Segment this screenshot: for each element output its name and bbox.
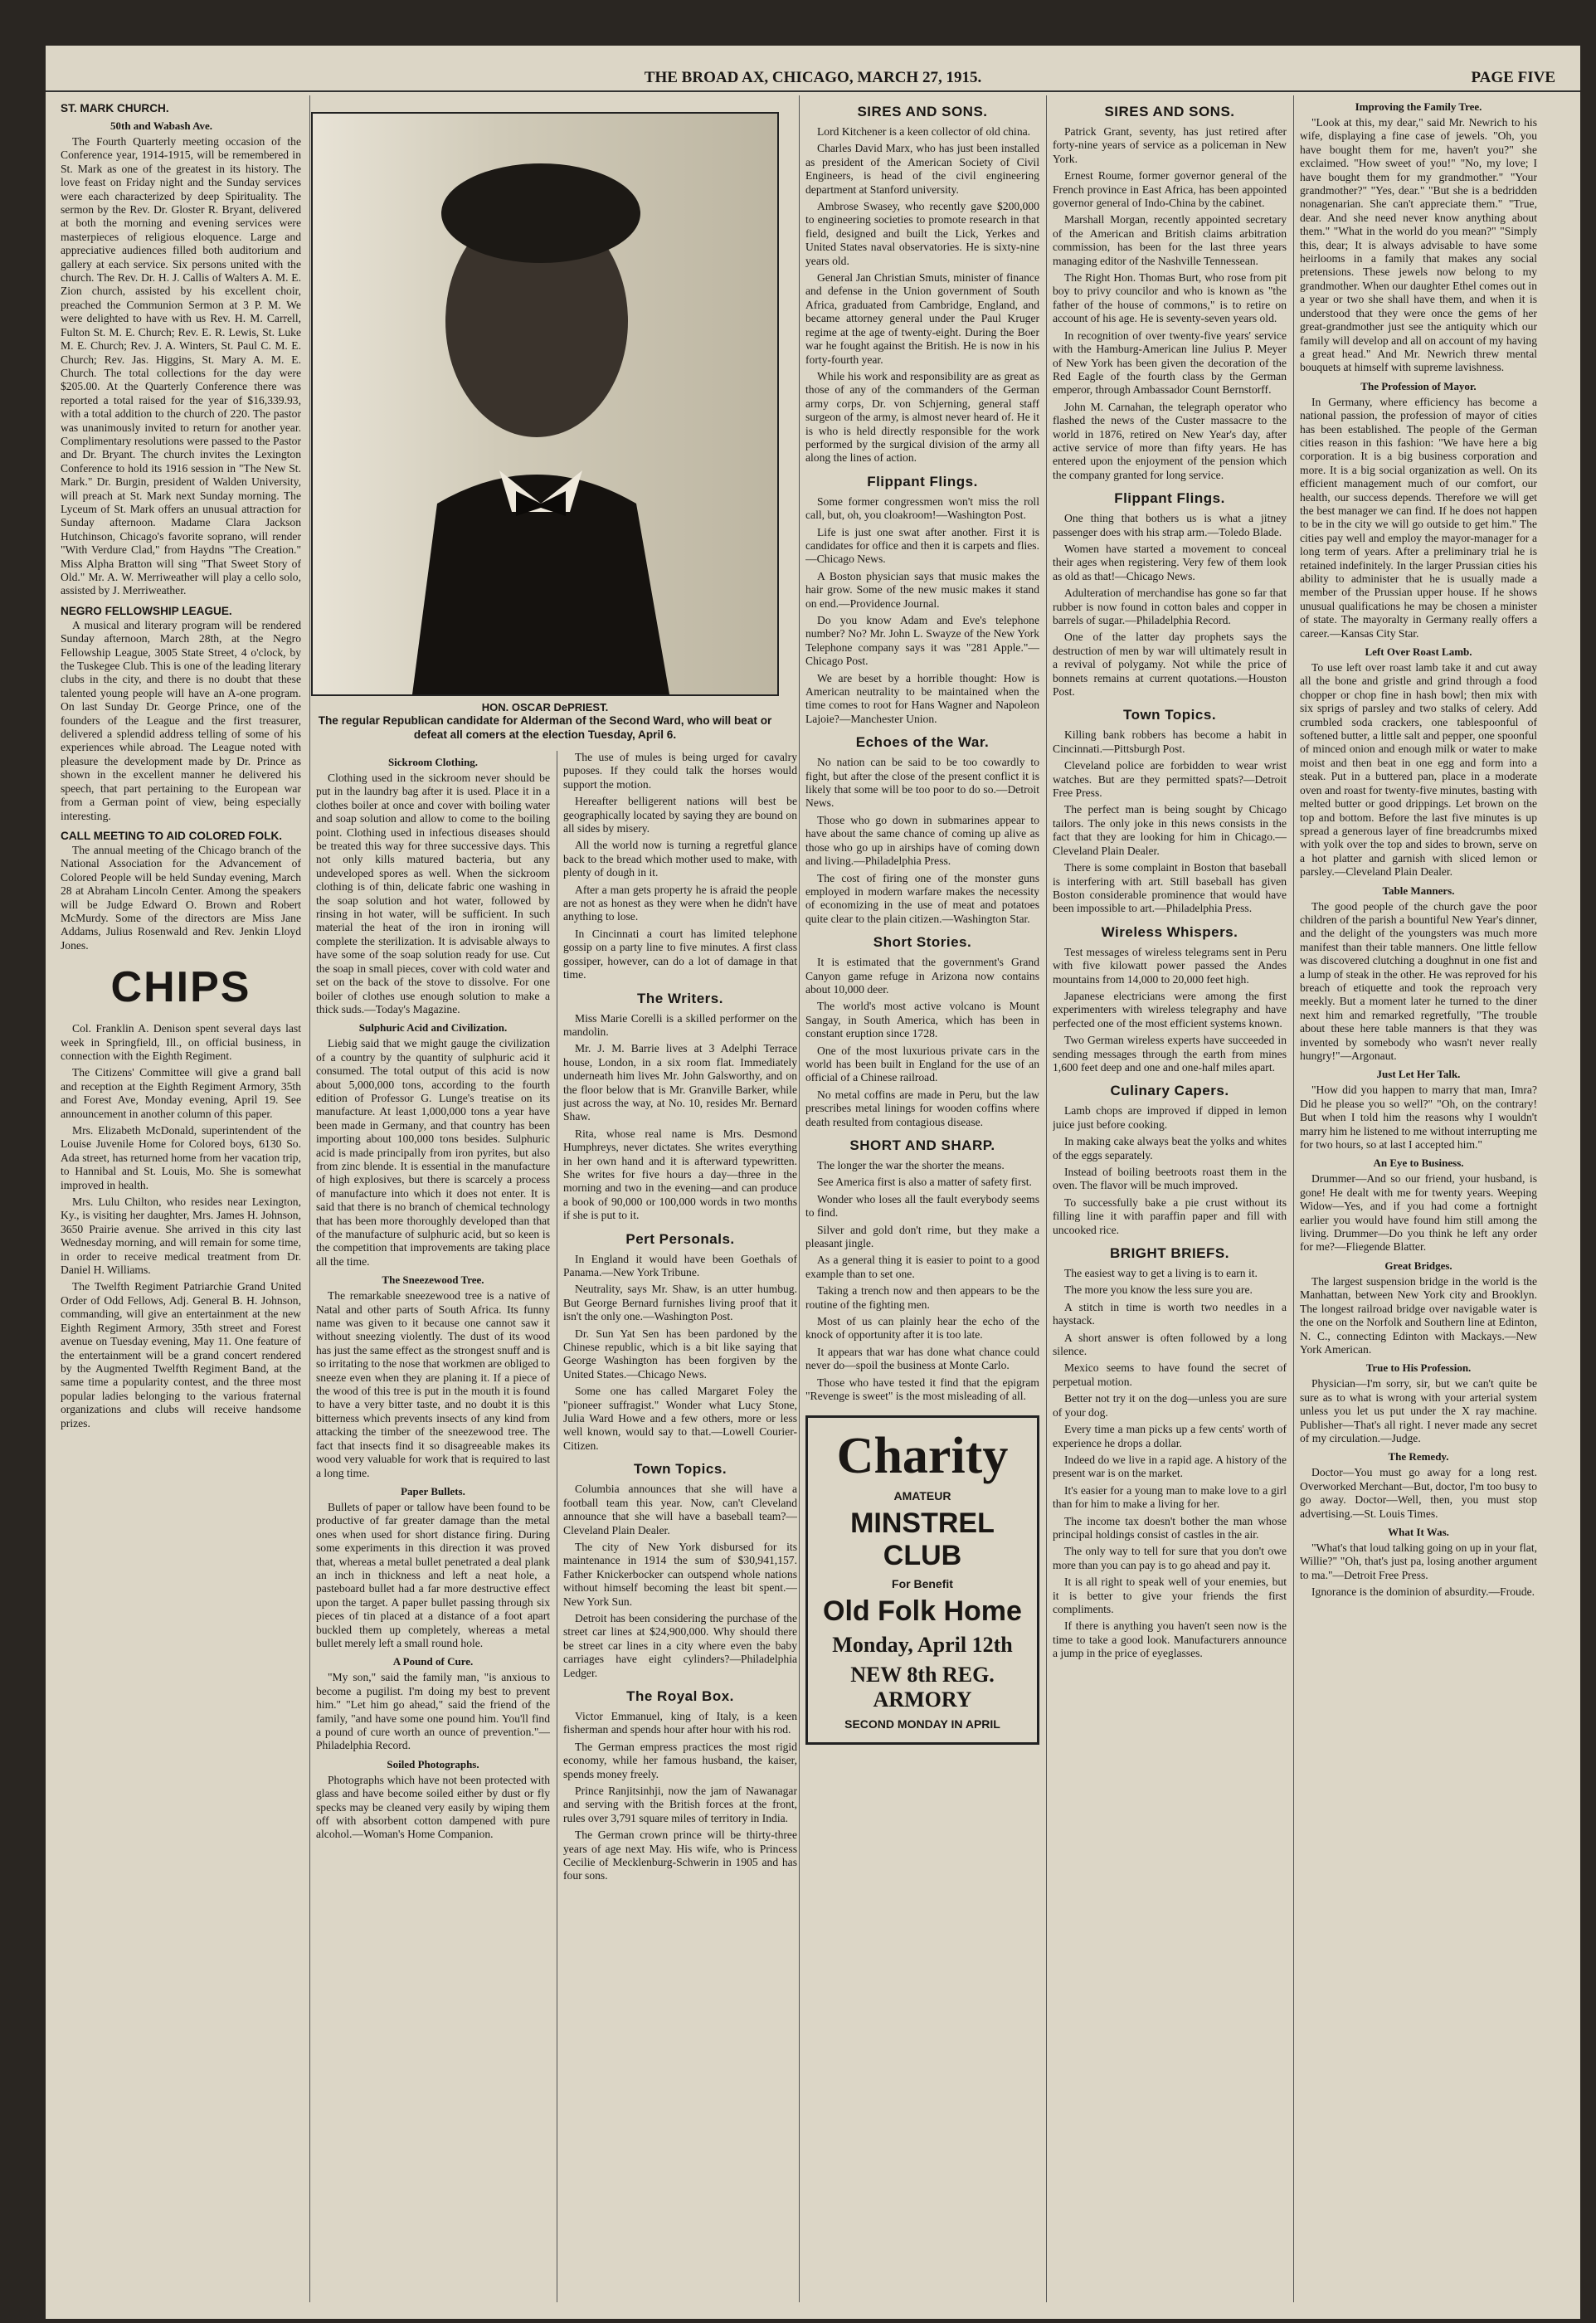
headline-wireless: Wireless Whispers.	[1101, 923, 1238, 940]
newspaper-page	[46, 46, 1580, 2319]
paragraph: Some former congressmen won't miss the roll call, but, oh, you cloakroom!—Washington Post.	[805, 494, 1039, 522]
paragraph: The cost of firing one of the monster guns employed in modern warfare makes the necessity of economizing in the use of meat and potatoes quite clear to the plain citizen.—Washington Star.	[805, 871, 1039, 925]
paragraph: The easiest way to get a living is to earn it.	[1064, 1267, 1258, 1280]
chips-item: The Citizens' Committee will give a grand ball and reception at the Eighth Regiment Armory, 35th and Forest Ave, Monday evening, April 19. See announcement in another column of this paper.	[61, 1066, 301, 1120]
headline-short-sharp: SHORT AND SHARP.	[849, 1137, 995, 1153]
paragraph: Taking a trench now and then appears to be the routine of the fighting men.	[805, 1284, 1039, 1311]
paragraph: Marshall Morgan, recently appointed secretary of the American and British claims arbitration commission, has been for the last three years managing editor of the Nashville Tennessean.	[1053, 213, 1287, 267]
paragraph: Columbia announces that she will have a football team this year. Now, can't Cleveland announce that she will have a baseball team?—Cleveland Plain Dealer.	[563, 1483, 797, 1536]
paragraph: All the world now is turning a regretful glance back to the bread which mother used to make, with plenty of dough in it.	[563, 839, 797, 879]
headline-fellowship: NEGRO FELLOWSHIP LEAGUE.	[61, 604, 232, 617]
chips-item: Mrs. Lulu Chilton, who resides near Lexington, Ky., is visiting her daughter, Mrs. James H. Johnson, 3650 Prairie avenue. She arrived in this city last Wednesday morning, and will remain for some time, in order to receive medical treatment from Dr. Daniel H. Williams.	[61, 1196, 301, 1277]
paragraph: Mexico seems to have found the secret of perpetual motion.	[1053, 1361, 1287, 1388]
paragraph: It is estimated that the government's Grand Canyon game refuge in Arizona now contains about 10,000 deer.	[805, 956, 1039, 996]
ad-note: SECOND MONDAY IN APRIL	[844, 1717, 1000, 1731]
headline-sickroom: Sickroom Clothing.	[387, 756, 479, 768]
ad-armory: NEW 8th REG. ARMORY	[850, 1662, 995, 1712]
article-sneezewood: The remarkable sneezewood tree is a native of Natal and other parts of South Africa. Its funny name was given to it because one cannot saw it without sneezing violently. The dust of its wood has just the same effect as the strongest snuff and is so irritating to the nose that workmen are obliged to sneeze even when they are planing it. If a piece of the wood of this tree is put in the mouth it is found to have a very bitter taste, and no doubt it is this bitterness which prevents insects of any kind from attacking the timber of the sneezewood tree. The fact that insects find it so disagreeable makes its wood very valuable for work that is required to last a long time.	[316, 1289, 550, 1479]
paragraph: The world's most active volcano is Mount Sangay, in South America, which has been in constant eruption since 1728.	[805, 1000, 1039, 1040]
article-call-meeting: The annual meeting of the Chicago branch of the National Association for the Advancement of Colored People will be held Sunday evening, March 28 at Abraham Lincoln Center. Among the speakers will be Judge Edward O. Brown and Robert McMurdy. Some of the directors are Miss Jane Addams, Julius Rosenwald and Rev. Jenkin Lloyd Jones.	[61, 843, 301, 952]
paragraph: The German empress practices the most rigid economy, while her famous husband, the kaiser, spends money freely.	[563, 1740, 797, 1780]
portrait-photo	[311, 112, 779, 696]
paragraph: The income tax doesn't bother the man whose principal holdings consist of castles in the air.	[1053, 1514, 1287, 1541]
headline-writers: The Writers.	[637, 990, 723, 1006]
paragraph: Those who have tested it find that the epigram "Revenge is sweet" is the most misleading of all.	[805, 1376, 1039, 1403]
paragraph: Victor Emmanuel, king of Italy, is a keen fisherman and spends hour after hour with his rod.	[563, 1709, 797, 1736]
paragraph: Hereafter belligerent nations will best be geographically located by saying they are bound on all sides by misery.	[563, 795, 797, 835]
photo-caption	[311, 701, 779, 742]
headline-town-topics-2: Town Topics.	[1122, 707, 1217, 723]
article-paper-bullets: Bullets of paper or tallow have been found to be productive of far greater damage than the metal ones when used for short distance firing. During some experiments in this direction it was proved that, whereas a metal bullet penetrated a deal plank an inch in thickness and left a neat hole, a pasteboard bullet had a far more destructive effect upon the target. A paper bullet passing through six pieces of tin placed at a distance of a foot apart buckled them up completely, whereas a metal bullet merely left a small round hole.	[316, 1500, 550, 1649]
paragraph: The more you know the less sure you are.	[1064, 1283, 1253, 1297]
paragraph: Rita, whose real name is Mrs. Desmond Humphreys, never dictates. She writes everything in her own hand and it is afterward typewritten. She writes for five hours a day—three in the morning and two in the evening—and can produce a book of 90,000 or 100,000 words in two months if she is put to it.	[563, 1127, 797, 1222]
paragraph: Most of us can plainly hear the echo of the knock of opportunity after it is too late.	[805, 1315, 1039, 1342]
paragraph: A short answer is often followed by a long silence.	[1053, 1331, 1287, 1358]
paragraph: To successfully bake a pie crust without its filling line it with paraffin paper and fill with uncooked rice.	[1053, 1196, 1287, 1236]
paragraph: The use of mules is being urged for cavalry puposes. If they could talk the horses would support the motion.	[563, 751, 797, 791]
headline-profession: True to His Profession.	[1365, 1361, 1472, 1375]
paragraph: To use left over roast lamb take it and cut away all the bone and gristle and grind through a food chopper or chop fine in hash bowl; then mix with six sprigs of parsley and two stalks of celery. Add crumbled soda crackers, one tablespoonful of softened butter, a little salt and pepper, one spoonful of minced onion and enough milk or water to make moist and then beat in one egg and form into a steak. Put in a buttered pan, place in a moderate oven and roast for twenty-five minutes, basting with melted butter or good drippings. Let brown on the top and bottom. Before the last five minutes is up spread a generous layer of fine breadcrumbs mixed with yolk over the top and sides to brown, serve on a hot platter and garnish with sliced lemon or parsley.—Cleveland Plain Dealer.	[1300, 661, 1537, 879]
paragraph: The perfect man is being sought by Chicago tailors. The only joke in this news consists in the fact that they are looking for him in Chicago.—Cleveland Plain Dealer.	[1053, 803, 1287, 857]
paragraph: As a general thing it is easier to point to a good example than to set one.	[805, 1254, 1039, 1280]
masthead-title: THE BROAD AX, CHICAGO, MARCH 27, 1915.	[644, 69, 982, 86]
paragraph: See America first is also a matter of safety first.	[817, 1176, 1032, 1189]
paragraph: Instead of boiling beetroots roast them in the oven. The flavor will be much improved.	[1053, 1166, 1287, 1192]
page-number: PAGE FIVE	[1471, 69, 1555, 86]
ad-amateur: AMATEUR	[893, 1488, 951, 1502]
paragraph: Neutrality, says Mr. Shaw, is an utter humbug. But George Bernard furnishes living proof that it isn't the only one.—Washington Post.	[563, 1283, 797, 1323]
chips-heading: CHIPS	[110, 963, 251, 1012]
article-pound-of-cure: "My son," said the family man, "is anxious to become a pugilist. I'm doing my best to prevent him." "Let him go ahead," said the friend of the family, "and have some one pound him. You'll find a pound of cure worth an ounce of prevention."—Philadelphia Record.	[316, 1671, 550, 1752]
paragraph: Better not try it on the dog—unless you are sure of your dog.	[1053, 1392, 1287, 1419]
paragraph: The only way to tell for sure that you don't owe more than you can pay is to go ahead and pay it.	[1053, 1545, 1287, 1571]
paragraph: No metal coffins are made in Peru, but the law prescribes metal linings for wooden coffins where death resulted from contagious disease.	[805, 1088, 1039, 1128]
ad-club: MINSTREL CLUB	[850, 1507, 995, 1571]
chips-item: Mrs. Elizabeth McDonald, superintendent of the Louise Juvenile Home for Colored boys, 6130 So. Ada street, has returned home from her vacation trip, to Hannibal and St. Louis, Mo. She is somewhat improved in health.	[61, 1124, 301, 1191]
paragraph: Ignorance is the dominion of absurdity.—Froude.	[1311, 1585, 1535, 1599]
headline-soiled-photographs: Soiled Photographs.	[387, 1757, 479, 1770]
headline-eye-business: An Eye to Business.	[1373, 1157, 1464, 1170]
paragraph: It appears that war has done what chance could never do—spoil the business at Monte Carlo.	[805, 1345, 1039, 1372]
headline-flippant-flings-2: Flippant Flings.	[1114, 490, 1225, 507]
headline-town-topics: Town Topics.	[633, 1461, 727, 1478]
headline-sneezewood: The Sneezewood Tree.	[382, 1274, 484, 1287]
headline-royal-box: The Royal Box.	[626, 1687, 734, 1704]
headline-roast-lamb: Left Over Roast Lamb.	[1365, 645, 1472, 659]
headline-let-her-talk: Just Let Her Talk.	[1376, 1068, 1461, 1081]
article-st-mark: The Fourth Quarterly meeting occasion of the Conference year, 1914-1915, will be remembered in St. Mark as one of the greatest in its history. The love feast on Friday night and the Sunday services were each characterized by deep Spirituality. The sermon by the Rev. Dr. Gloster R. Bryant, delivered at both the morning and evening services were masterpieces of religious eloquence. Large and appreciative audiences filled both auditorium and gallery at each service. Six persons united with the church. The Rev. Dr. H. J. Callis of Walters A. M. E. Zion church, assisted by his excellent choir, preached the Communion Sermon at 3 P. M. We were delighted to have with us Rev. H. M. Carrell, Fulton St. M. E. Church; Rev. E. R. Lewis, St. Luke M. E. Church; Rev. J. A. Winters, St. Paul C. M. E. Church; Rev. Jas. Higgins, St. Mary A. M. E. Church. The total collections for the day were $205.00. At the Quarterly Conference there was reported a total raised for the year of $16,339.93, with a total addition to the church of 220. The pastor was unanimously invited to return for another year. Complimentary resolutions were passed to the Pastor and Dr. Bryant. The church invites the Lexington Conference to hold its 1916 session in "The New St. Mark." Dr. Burgin, president of Walden University, will preach at St. Mark next Sunday morning. The Lyceum of St. Mark offers an unusual attraction for Sunday afternoon. Madame Clara Jackson Hutchinson, Chicago's favorite soprano, will render "With Verdure Clad," from Haydns "The Creation." Miss Alpha Bratton will sing "That Sweet Story of Old." Mr. A. W. Merriweather will play a cello solo, assisted by J. Merriweather.	[61, 135, 301, 597]
paragraph: Mr. J. M. Barrie lives at 3 Adelphi Terrace house, London, in a six room flat. Immediately underneath him lives Mr. John Galsworthy, and on the floor below that is Mr. Granville Barker, while just across the way, at No. 10, resides Mr. Bernard Shaw.	[563, 1042, 797, 1123]
paragraph: Two German wireless experts have succeeded in sending messages through the earth from mines 1,600 feet deep and one and one-half miles apart.	[1053, 1034, 1287, 1074]
paragraph: While his work and responsibility are as great as those of any of the commanders of the German army corps, Dr. von Schjerning, general staff surgeon of the army, is almost never heard of. He it is who is held directly responsible for the work performed by the surgical division of the army all along the lines of action.	[805, 369, 1039, 465]
headline-call-meeting: CALL MEETING TO AID COLORED FOLK.	[61, 829, 283, 842]
paragraph: The city of New York disbursed for its maintenance in 1914 the sum of $30,941,157. Father Knickerbocker can outspend whole nations without himself becoming the least bit spent.—New York Sun.	[563, 1540, 797, 1608]
paragraph: The German crown prince will be thirty-three years of age next May. His wife, who is Princess Cecilie of Mecklenburg-Schwerin in 1905 and has four sons.	[563, 1829, 797, 1882]
column-4	[805, 95, 1039, 2311]
paragraph: Silver and gold don't rime, but they make a pleasant jingle.	[805, 1223, 1039, 1250]
paragraph: Patrick Grant, seventy, has just retired after forty-nine years of service as a policeman in New York.	[1053, 125, 1287, 165]
headline-table-manners: Table Manners.	[1382, 884, 1455, 897]
subhead-st-mark: 50th and Wabash Ave.	[110, 119, 213, 132]
paragraph: Do you know Adam and Eve's telephone number? No? Mr. John L. Swayze of the New York Telephone company says it was "281 Apple."—Chicago Post.	[805, 614, 1039, 668]
paragraph: Lamb chops are improved if dipped in lemon juice just before cooking.	[1053, 1104, 1287, 1131]
paragraph: Miss Marie Corelli is a skilled performer on the mandolin.	[563, 1011, 797, 1038]
paragraph: Detroit has been considering the purchase of the street car lines at $24,900,000. Why should there be street car lines in a city where even the baby carriages have eight cylinders?—Philadelphia Ledger.	[563, 1611, 797, 1679]
article-fellowship: A musical and literary program will be rendered Sunday afternoon, March 28th, at the Negro Fellowship League, 3005 State Street, 4 o'clock, by the Tuskegee Club. This is one of the leading literary clubs in the city, and there is no doubt that these talented young people will have an A-one program. On last Sunday Dr. George Prince, one of the founders of the League and the first treasurer, delivered a splendid address telling of some of his experiences while abroad. The League noted with pleasure the development made by Dr. Prince as shown in the excellent manner he delivered his speech, that part pertaining to the European war from a German point of view, being especially interesting.	[61, 618, 301, 822]
headline-great-bridges: Great Bridges.	[1384, 1259, 1452, 1272]
headline-family-tree: Improving the Family Tree.	[1355, 100, 1482, 113]
paragraph: Killing bank robbers has become a habit in Cincinnati.—Pittsburgh Post.	[1053, 728, 1287, 755]
column-6	[1300, 95, 1537, 2311]
chips-item: Col. Franklin A. Denison spent several days last week in Springfield, Ill., on official business, in connection with the Eighth Regiment.	[61, 1022, 301, 1062]
column-2	[316, 751, 550, 2311]
headline-bright-briefs: BRIGHT BRIEFS.	[1110, 1245, 1229, 1262]
paragraph: Physician—I'm sorry, sir, but we can't quite be sure as to what is wrong with your arterial system unless you let us put under the X ray machine. Publisher—That's all right. I never made any secret of my circulation.—Judge.	[1300, 1377, 1537, 1444]
column-5	[1053, 95, 1287, 2311]
paragraph: We are beset by a horrible thought: How is American neutrality to be maintained when the time comes to root for Hans Wagner and Napoleon Lajoie?—Manchester Union.	[805, 671, 1039, 725]
paragraph: There is some complaint in Boston that baseball is interfering with art. Still baseball has given Boston considerable prominence that would have been impossible to art.—Philadelphia Press.	[1053, 861, 1287, 915]
paragraph: Ernest Roume, former governor general of the French province in East Africa, has been appointed governor general of Indo-China by the cabinet.	[1053, 169, 1287, 210]
paragraph: Wonder who loses all the fault everybody seems to find.	[805, 1192, 1039, 1220]
headline-sires-sons-2: SIRES AND SONS.	[1104, 104, 1235, 119]
paragraph: Cleveland police are forbidden to wear wrist watches. But are they permitted spats?—Detroit Free Press.	[1053, 759, 1287, 800]
paragraph: Dr. Sun Yat Sen has been pardoned by the Chinese republic, which is a bit like saying that George Washington has been forgiven by the United States.—Chicago News.	[563, 1327, 797, 1381]
ad-title: Charity	[836, 1427, 1009, 1484]
paragraph: In making cake always beat the yolks and whites of the eggs separately.	[1053, 1135, 1287, 1162]
headline-sulphuric: Sulphuric Acid and Civilization.	[358, 1021, 508, 1035]
charity-advertisement	[805, 1415, 1039, 1745]
portrait-figure	[313, 114, 777, 694]
paragraph: "How did you happen to marry that man, Imra? Did he please you so well?" "Oh, on the contrary! But when I told him the reasons why I wouldn't marry him he listened to me without interrupting me for two hours, so at last I accepted him."	[1300, 1084, 1537, 1152]
headline-pound-of-cure: A Pound of Cure.	[392, 1655, 474, 1668]
paragraph: John M. Carnahan, the telegraph operator who flashed the news of the Custer massacre to the world in 1876, retired on New Year's day, after active service of more than fifty years. He has entered upon the enjoyment of the pension which the company granted for long service.	[1053, 400, 1287, 481]
column-divider	[1293, 95, 1294, 2302]
paragraph: In Germany, where efficiency has become a national passion, the profession of mayor of cities has been established. The people of the German cities reason in this fashion: "We have here a big corporation. It is a big business corporation and more. It is a big social organization as well. On its efficient management much of our comfort, our health, our success depends. Therefore we will get the best manager we can find. If he does not happen to be in the city we will go outside to get him." The cities pay well and employ the mayor-manager for a long term of years. After a preliminary trial he is retained indefinitely. In the larger Prussian cities his ability to administer that he is usually made a member of the Prussian upper house. If he shows unusual qualifications he may be chosen a minister of state. The mayoralty in Germany really offers a career.—Kansas City Star.	[1300, 395, 1537, 640]
paragraph: Prince Ranjitsinhji, now the jam of Nawanagar and serving with the British forces at the front, rules over 3,791 square miles of territory in India.	[563, 1785, 797, 1824]
column-3	[563, 751, 797, 2311]
column-divider	[1046, 95, 1047, 2302]
column-divider	[799, 95, 800, 2302]
headline-echoes-war: Echoes of the War.	[855, 734, 990, 751]
headline-short-stories: Short Stories.	[873, 934, 972, 951]
masthead	[46, 69, 1580, 92]
headline-remedy: The Remedy.	[1388, 1450, 1449, 1463]
paragraph: If there is anything you haven't seen now is the time to take a good look. Manufacturers announce a jump in the price of eyeglasses.	[1053, 1619, 1287, 1660]
chips-item: The Twelfth Regiment Patriarchie Grand United Order of Odd Fellows, Adj. General B. H. Johnson, commanding, will give an entertainment at the new Eighth Regiment Armory, 35th street and Forest avenue on Tuesday evening, May 11. One feature of the entertainment will be a grand concert rendered by the Augmented Twelfth Regiment Band, at the same time a popularity contest, and the three most popular ladies belonging to the various fraternal organizations and clubs will receive handsome prizes.	[61, 1280, 301, 1429]
paragraph: Lord Kitchener is a keen collector of old china.	[817, 125, 1031, 138]
paragraph: Indeed do we live in a rapid age. A history of the present war is on the market.	[1053, 1453, 1287, 1480]
paragraph: In England it would have been Goethals of Panama.—New York Tribune.	[563, 1252, 797, 1278]
article-sickroom: Clothing used in the sickroom never should be put in the laundry bag after it is used. Place it in a clothes boiler at once and cover with boiling water and soap solution and allow to come to the boiling point. Clothing used in infectious diseases should be treated this way for three successive days. This not only kills matured bacteria, but any undeveloped spores as well. When the sickroom clothing is of thin, delicate fabric one washing in the soap solution and hot water, followed by rinsing in hot water, will be sufficient. In such material the heat of the iron in ironing will complete the sterilization. It is advisable always to have some of the soap solution ready for use. Cut the soap in small pieces, cover with cold water and set on the back of the stove to dissolve. For one boiler of clothes use enough solution to make a thick suds.—Today's Magazine.	[316, 772, 550, 1015]
paragraph: It is all right to speak well of your enemies, but it is better to give your friends the first compliments.	[1053, 1575, 1287, 1615]
photo-caption-text: The regular Republican candidate for Alderman of the Second Ward, who will beat or defeat all comers at the election Tuesday, April 6.	[318, 714, 772, 741]
headline-what-it-was: What It Was.	[1388, 1525, 1449, 1538]
paragraph: "Look at this, my dear," said Mr. Newrich to his wife, displaying a fine case of jewels. "Oh, you have bought them for me, haven't you?" she exclaimed. "How sweet of you!" "No, my love; I have bought them for my grandmother." "Your grandmother?" "Yes, dear." "But she is a bedridden nonagenarian. She can't appreciate them." "True, dear. And she need never know anything about them." "What in the world do you mean?" "Simply this, dear; It is always advisable to have some heirlooms in a family that makes any social pretensions. These jewels now belong to my grandmother. When our daughter Ethel comes out in a year or two she shall have them, and when it is understood that they were once the gems of her great-grandmother just see the antiquity which our family will develop and all on account of my having a great head." And Mr. Newrich threw mental bouquets at himself with supreme lavishness.	[1300, 116, 1537, 374]
paragraph: In recognition of over twenty-five years' service with the Hamburg-American line Julius P. Meyer of New York has been given the decoration of the Red Eagle of the fourth class by the German emperor, through Ambassador Count Bernstorff.	[1053, 329, 1287, 397]
headline-pert-personals: Pert Personals.	[625, 1230, 735, 1247]
paragraph: A Boston physician says that music makes the hair grow. Some of the new music makes it stand on end.—Providence Journal.	[805, 569, 1039, 610]
paragraph: One of the latter day prophets says the destruction of men by war will ultimately result in a revival of polygamy. Not while the price of bonnets remains at current quotations.—Houston Post.	[1053, 631, 1287, 699]
ad-date: Monday, April 12th	[832, 1632, 1013, 1657]
paragraph: The Right Hon. Thomas Burt, who rose from pit boy to privy councilor and who is known as "the father of the house of commons," is to retire on account of his age. He is seventy-seven years old.	[1053, 271, 1287, 325]
paragraph: Ambrose Swasey, who recently gave $200,000 to engineering societies to promote research in that field, designed and built the Lick, Yerkes and United States naval observatories. He is sixty-nine years old.	[805, 200, 1039, 267]
paragraph: "What's that loud talking going on up in your flat, Willie?" "Oh, that's just pa, losing another argument to ma."—Detroit Free Press.	[1300, 1541, 1537, 1581]
paragraph: Those who go down in submarines appear to have about the same chance of coming up alive as those who go up in airships have of coming down and living.—Philadelphia Press.	[805, 813, 1039, 868]
paragraph: In Cincinnati a court has limited telephone gossip on a party line to five minutes. A first class gossiper, however, can do a lot of damage in that time.	[563, 927, 797, 981]
paragraph: Test messages of wireless telegrams sent in Peru with five kilowatt power passed the Andes mountains from 14,000 to 20,000 feet high.	[1053, 945, 1287, 986]
paragraph: One thing that bothers us is what a jitney passenger does with his strap arm.—Toledo Blade.	[1053, 512, 1287, 538]
paragraph: After a man gets property he is afraid the people are not as honest as they were when he didn't have anything to lose.	[563, 883, 797, 923]
column-1	[61, 95, 301, 2311]
paragraph: The largest suspension bridge in the world is the Manhattan, between New York city and Brooklyn. The longest railroad bridge over navigable water is the one on the Norfolk and Southern line at Edinton, N. C., connecting Edinton with Mackays.—New York American.	[1300, 1274, 1537, 1356]
paragraph: The longer the war the shorter the means.	[817, 1159, 1005, 1171]
paragraph: A stitch in time is worth two needles in a haystack.	[1053, 1300, 1287, 1327]
column-divider	[309, 95, 310, 2302]
headline-mayor: The Profession of Mayor.	[1360, 379, 1477, 392]
headline-paper-bullets: Paper Bullets.	[401, 1484, 465, 1498]
photo-name: HON. OSCAR DePRIEST.	[481, 701, 609, 713]
article-sulphuric: Liebig said that we might gauge the civilization of a country by the quantity of sulphuric acid it consumed. The total output of this acid is now about 5,000,000 tons, according to the fourth edition of Professor G. Lunge's treatise on its manufacture. At least 1,000,000 tons a year have been made in Germany, and that country has been importing about 100,000 tons besides. Sulphuric acid is made principally from iron pyrites, but also from zinc blende. It is essential in the manufacture of high explosives, but there is scarcely a process of manufacture into which it does not enter. It is said that there is no branch of chemical technology that has been more thoroughly developed than that of the manufacture of sulphuric acid, but so keen is the competition that improvements are taking place all the time.	[316, 1037, 550, 1268]
paragraph: Women have started a movement to conceal their ages when registering. Very few of them look as old as that!—Chicago News.	[1053, 542, 1287, 582]
paragraph: One of the most luxurious private cars in the world has been built in England for the use of an official of a Chinese railroad.	[805, 1044, 1039, 1084]
paragraph: Charles David Marx, who has just been installed as president of the American Society of Civil Engineers, is head of the civil engineering department at Stanford university.	[805, 142, 1039, 196]
paragraph: Life is just one swat after another. First it is candidates for office and then it is carpets and flies.—Chicago News.	[805, 525, 1039, 566]
headline-st-mark: ST. MARK CHURCH.	[61, 102, 169, 114]
paragraph: Adulteration of merchandise has gone so far that rubber is now found in cotton bales and copper in barrels of sugar.—Philadelphia Record.	[1053, 587, 1287, 626]
paragraph: Some one has called Margaret Foley the "pioneer suffragist." Wonder what Lucy Stone, Julia Ward Howe and a few others, more or less well known, would say to that.—Lowell Courier-Citizen.	[563, 1385, 797, 1452]
headline-sires-sons: SIRES AND SONS.	[857, 104, 988, 119]
article-soiled-photographs: Photographs which have not been protected with glass and have become soiled either by dust or fly specks may be cleaned very easily by wiping them off with absorbent cotton dampened with pure alcohol.—Woman's Home Companion.	[316, 1773, 550, 1841]
paragraph: Japanese electricians were among the first experimenters with wireless telegraphy and have perfected one of the most efficient systems known.	[1053, 989, 1287, 1030]
paragraph: The good people of the church gave the poor children of the parish a bountiful New Year's dinner, and the delight of the youngsters was much more manifest than their table manners. One little fellow was discovered clutching a doughnut in one fist and a lump of steak in the other. He was reproved for his breach of etiquette and took the reproach very meekly. But a moment later he turned to the diner next him and remarked regretfully, "The trouble about these here table manners is that they was invented by somebody who wasn't never really hungry!"—Argonaut.	[1300, 899, 1537, 1062]
ad-benefit: For Benefit	[892, 1576, 953, 1590]
paragraph: Every time a man picks up a few cents' worth of experience he drops a dollar.	[1053, 1423, 1287, 1449]
headline-culinary: Culinary Capers.	[1110, 1083, 1229, 1099]
headline-flippant-flings: Flippant Flings.	[867, 473, 978, 489]
paragraph: No nation can be said to be too cowardly to fight, but after the close of the present conflict it is likely that some will be too poor to do so.—Detroit News.	[805, 756, 1039, 810]
paragraph: Doctor—You must go away for a long rest. Overworked Merchant—But, doctor, I'm too busy to go away. Doctor—Well, then, you must stop advertising.—St. Louis Times.	[1300, 1466, 1537, 1520]
paragraph: Drummer—And so our friend, your husband, is gone! He dealt with me for twenty years. Weeping Widow—Yes, and if you had come a fortnight earlier you would have found him still among the living. Drummer—Do you think he left any order for me?—Fliegende Blatter.	[1300, 1172, 1537, 1254]
paragraph: General Jan Christian Smuts, minister of finance and defense in the Union government of South Africa, graduated from Cambridge, England, and became attorney general under the Paul Kruger regime at the age of twenty-eight. During the Boer war he fought against the British. He is now in his forty-fourth year.	[805, 271, 1039, 366]
ad-home: Old Folk Home	[823, 1595, 1022, 1627]
paragraph: It's easier for a young man to make love to a girl than for him to make a living for her.	[1053, 1483, 1287, 1511]
